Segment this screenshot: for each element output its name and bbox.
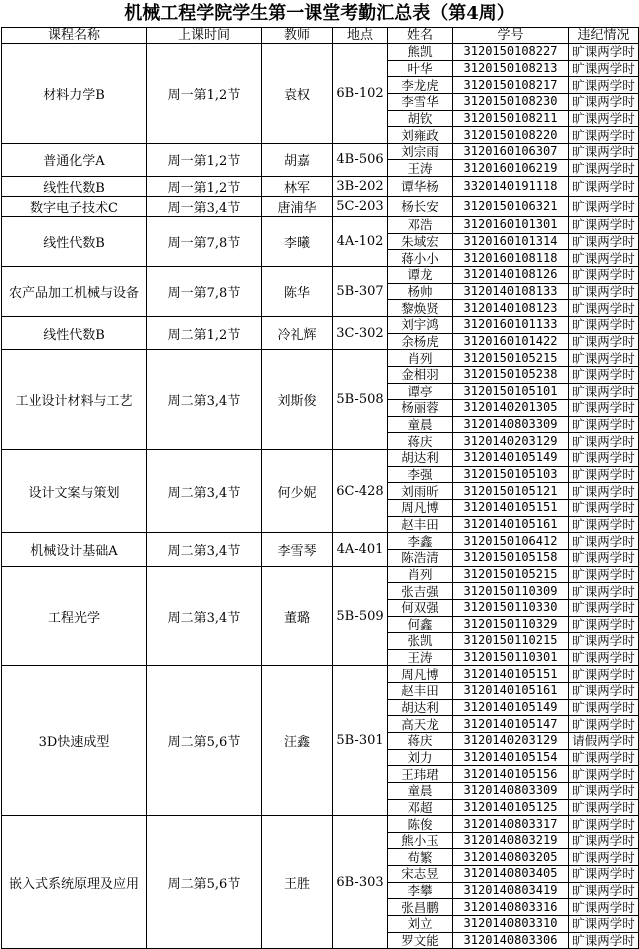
student-name-cell: 陈浩清 [388,549,453,566]
violation-cell: 旷课两学时 [569,916,639,933]
course-name-cell: 3D快速成型 [2,666,147,816]
violation-cell: 旷课两学时 [569,666,639,683]
student-name-cell: 熊凯 [388,44,453,61]
teacher-cell: 董璐 [262,566,333,666]
course-name-cell: 农产品加工机械与设备 [2,267,147,317]
student-id-cell: 3120140803405 [453,866,569,883]
student-id-cell: 3120150106321 [453,197,569,217]
student-name-cell: 刘宇鸿 [388,316,453,333]
room-cell: 5B-307 [333,267,388,317]
violation-cell: 旷课两学时 [569,416,639,433]
student-name-cell: 金相羽 [388,366,453,383]
student-id-cell: 3120140803306 [453,932,569,949]
violation-cell: 旷课两学时 [569,749,639,766]
student-name-cell: 罗文能 [388,932,453,949]
class-time-cell: 周一第7,8节 [147,217,262,267]
student-name-cell: 张昌鹏 [388,899,453,916]
student-id-cell: 3120150110301 [453,649,569,666]
student-id-cell: 3120140108133 [453,283,569,300]
room-cell: 5B-301 [333,666,388,816]
violation-cell: 旷课两学时 [569,782,639,799]
student-id-cell: 3120150105121 [453,483,569,500]
student-name-cell: 王涛 [388,649,453,666]
student-id-cell: 3120160108118 [453,250,569,267]
student-name-cell: 刘雨昕 [388,483,453,500]
student-id-cell: 3120150105238 [453,366,569,383]
student-name-cell: 刘宗雨 [388,143,453,160]
student-name-cell: 胡钦 [388,110,453,127]
student-name-cell: 苟繁 [388,849,453,866]
violation-cell: 旷课两学时 [569,566,639,583]
teacher-cell: 李曦 [262,217,333,267]
class-time-cell: 周二第3,4节 [147,533,262,566]
student-id-cell: 3320140191118 [453,177,569,197]
course-name-cell: 线性代数B [2,177,147,197]
student-name-cell: 李鑫 [388,533,453,550]
student-id-cell: 3120150108230 [453,93,569,110]
teacher-cell: 袁权 [262,44,333,144]
table-row [2,350,639,367]
violation-cell: 旷课两学时 [569,197,639,217]
table-row [2,816,639,833]
student-name-cell: 杨长安 [388,197,453,217]
student-name-cell: 李龙虎 [388,77,453,94]
student-id-cell: 3120160106307 [453,143,569,160]
room-cell: 6B-102 [333,44,388,144]
student-name-cell: 王涛 [388,160,453,177]
violation-cell: 旷课两学时 [569,832,639,849]
student-name-cell: 张吉强 [388,583,453,600]
student-id-cell: 3120140105154 [453,749,569,766]
header-name: 姓名 [388,28,453,44]
student-id-cell: 3120140803310 [453,916,569,933]
student-name-cell: 赵丰田 [388,683,453,700]
violation-cell: 旷课两学时 [569,533,639,550]
room-cell: 3B-202 [333,177,388,197]
class-time-cell: 周一第1,2节 [147,177,262,197]
student-name-cell: 李雪华 [388,93,453,110]
course-name-cell: 设计文案与策划 [2,450,147,533]
violation-cell: 旷课两学时 [569,633,639,650]
student-name-cell: 蒋庆 [388,732,453,749]
violation-cell: 旷课两学时 [569,716,639,733]
table-row [2,267,639,284]
room-cell: 3C-302 [333,316,388,349]
student-id-cell: 3120140108123 [453,300,569,317]
violation-cell: 旷课两学时 [569,549,639,566]
violation-cell: 旷课两学时 [569,283,639,300]
violation-cell: 旷课两学时 [569,882,639,899]
table-row [2,177,639,197]
student-id-cell: 3120150108227 [453,44,569,61]
student-name-cell: 李攀 [388,882,453,899]
table-row [2,450,639,467]
violation-cell: 旷课两学时 [569,400,639,417]
violation-cell: 旷课两学时 [569,583,639,600]
course-name-cell: 工程光学 [2,566,147,666]
student-id-cell: 3120140803317 [453,816,569,833]
violation-cell: 旷课两学时 [569,77,639,94]
student-name-cell: 邓浩 [388,217,453,234]
course-name-cell: 线性代数B [2,316,147,349]
header-row [2,28,639,44]
student-name-cell: 高天龙 [388,716,453,733]
class-time-cell: 周一第1,2节 [147,44,262,144]
violation-cell: 旷课两学时 [569,866,639,883]
student-id-cell: 3120140803316 [453,899,569,916]
student-name-cell: 刘雍政 [388,127,453,144]
student-id-cell: 3120160101301 [453,217,569,234]
course-name-cell: 工业设计材料与工艺 [2,350,147,450]
student-id-cell: 3120140105161 [453,516,569,533]
student-name-cell: 刘力 [388,749,453,766]
violation-cell: 旷课两学时 [569,333,639,350]
student-name-cell: 何双强 [388,599,453,616]
room-cell: 5B-509 [333,566,388,666]
teacher-cell: 汪鑫 [262,666,333,816]
student-id-cell: 3120150110309 [453,583,569,600]
room-cell: 4A-401 [333,533,388,566]
header-course: 课程名称 [2,28,147,44]
violation-cell: 旷课两学时 [569,649,639,666]
violation-cell: 旷课两学时 [569,599,639,616]
student-name-cell: 肖列 [388,566,453,583]
teacher-cell: 胡嘉 [262,143,333,176]
student-name-cell: 邓超 [388,799,453,816]
header-student-id: 学号 [453,28,569,44]
student-id-cell: 3120140803309 [453,782,569,799]
violation-cell: 旷课两学时 [569,683,639,700]
student-id-cell: 3120150110215 [453,633,569,650]
violation-cell: 旷课两学时 [569,450,639,467]
student-id-cell: 3120140105161 [453,683,569,700]
student-id-cell: 3120140803219 [453,832,569,849]
course-name-cell: 普通化学A [2,143,147,176]
student-name-cell: 黎焕贤 [388,300,453,317]
class-time-cell: 周二第3,4节 [147,450,262,533]
student-name-cell: 周凡博 [388,666,453,683]
violation-cell: 请假两学时 [569,732,639,749]
teacher-cell: 何少妮 [262,450,333,533]
violation-cell: 旷课两学时 [569,849,639,866]
student-id-cell: 3120140105151 [453,500,569,517]
violation-cell: 旷课两学时 [569,766,639,783]
room-cell: 4A-102 [333,217,388,267]
course-name-cell: 嵌入式系统原理及应用 [2,816,147,949]
table-row [2,217,639,234]
course-name-cell: 机械设计基础A [2,533,147,566]
table-row [2,143,639,160]
student-id-cell: 3120150108217 [453,77,569,94]
violation-cell: 旷课两学时 [569,466,639,483]
student-id-cell: 3120160101133 [453,316,569,333]
sheet-title: 机械工程学院学生第一课堂考勤汇总表（第4周） [124,3,515,24]
course-name-cell: 线性代数B [2,217,147,267]
violation-cell: 旷课两学时 [569,160,639,177]
student-id-cell: 3120140108126 [453,267,569,284]
student-name-cell: 胡达利 [388,450,453,467]
student-name-cell: 蒋庆 [388,433,453,450]
student-name-cell: 朱域宏 [388,233,453,250]
violation-cell: 旷课两学时 [569,110,639,127]
teacher-cell: 王胜 [262,816,333,949]
course-name-cell: 数字电子技术C [2,197,147,217]
violation-cell: 旷课两学时 [569,267,639,284]
student-name-cell: 张凯 [388,633,453,650]
student-name-cell: 童晨 [388,416,453,433]
student-id-cell: 3120160101422 [453,333,569,350]
student-name-cell: 蒋小小 [388,250,453,267]
table-row [2,666,639,683]
violation-cell: 旷课两学时 [569,383,639,400]
student-id-cell: 3120140105149 [453,450,569,467]
student-name-cell: 余杨虎 [388,333,453,350]
student-name-cell: 李强 [388,466,453,483]
table-row [2,566,639,583]
student-id-cell: 3120140803419 [453,882,569,899]
header-time: 上课时间 [147,28,262,44]
student-id-cell: 3120150105101 [453,383,569,400]
header-room: 地点 [333,28,388,44]
violation-cell: 旷课两学时 [569,316,639,333]
teacher-cell: 冷礼辉 [262,316,333,349]
attendance-table [1,27,639,949]
student-id-cell: 3120150108220 [453,127,569,144]
violation-cell: 旷课两学时 [569,127,639,144]
class-time-cell: 周二第5,6节 [147,666,262,816]
table-row [2,316,639,333]
room-cell: 6B-303 [333,816,388,949]
student-name-cell: 谭华杨 [388,177,453,197]
student-id-cell: 3120160101314 [453,233,569,250]
student-name-cell: 叶华 [388,60,453,77]
student-id-cell: 3120150105215 [453,350,569,367]
violation-cell: 旷课两学时 [569,433,639,450]
student-name-cell: 周凡博 [388,500,453,517]
violation-cell: 旷课两学时 [569,300,639,317]
student-id-cell: 3120140105149 [453,699,569,716]
class-time-cell: 周一第3,4节 [147,197,262,217]
violation-cell: 旷课两学时 [569,143,639,160]
student-name-cell: 童晨 [388,782,453,799]
student-name-cell: 熊小玉 [388,832,453,849]
student-name-cell: 何鑫 [388,616,453,633]
student-name-cell: 杨帅 [388,283,453,300]
violation-cell: 旷课两学时 [569,616,639,633]
violation-cell: 旷课两学时 [569,799,639,816]
teacher-cell: 唐浦华 [262,197,333,217]
class-time-cell: 周一第7,8节 [147,267,262,317]
student-id-cell: 3120140203129 [453,433,569,450]
student-id-cell: 3120140105156 [453,766,569,783]
class-time-cell: 周二第5,6节 [147,816,262,949]
student-id-cell: 3120140203129 [453,732,569,749]
student-name-cell: 杨丽蓉 [388,400,453,417]
student-name-cell: 胡达利 [388,699,453,716]
violation-cell: 旷课两学时 [569,699,639,716]
room-cell: 5C-203 [333,197,388,217]
violation-cell: 旷课两学时 [569,516,639,533]
teacher-cell: 李雪琴 [262,533,333,566]
student-name-cell: 陈俊 [388,816,453,833]
student-id-cell: 3120140803205 [453,849,569,866]
student-id-cell: 3120150105215 [453,566,569,583]
violation-cell: 旷课两学时 [569,250,639,267]
student-id-cell: 3120150110329 [453,616,569,633]
student-id-cell: 3120150106412 [453,533,569,550]
student-id-cell: 3120140803309 [453,416,569,433]
violation-cell: 旷课两学时 [569,60,639,77]
student-name-cell: 谭龙 [388,267,453,284]
violation-cell: 旷课两学时 [569,932,639,949]
student-name-cell: 赵丰田 [388,516,453,533]
class-time-cell: 周二第3,4节 [147,566,262,666]
student-name-cell: 宋志昱 [388,866,453,883]
student-id-cell: 3120140105147 [453,716,569,733]
class-time-cell: 周二第3,4节 [147,350,262,450]
student-name-cell: 谭亭 [388,383,453,400]
student-id-cell: 3120150108211 [453,110,569,127]
header-teacher: 教师 [262,28,333,44]
student-id-cell: 3120150110330 [453,599,569,616]
violation-cell: 旷课两学时 [569,816,639,833]
student-id-cell: 3120150108213 [453,60,569,77]
violation-cell: 旷课两学时 [569,483,639,500]
room-cell: 6C-428 [333,450,388,533]
student-id-cell: 3120140201305 [453,400,569,417]
table-row [2,197,639,217]
violation-cell: 旷课两学时 [569,44,639,61]
violation-cell: 旷课两学时 [569,233,639,250]
table-body [2,44,639,949]
table-row [2,533,639,550]
violation-cell: 旷课两学时 [569,217,639,234]
violation-cell: 旷课两学时 [569,350,639,367]
room-cell: 5B-508 [333,350,388,450]
violation-cell: 旷课两学时 [569,899,639,916]
header-status: 违纪情况 [569,28,639,44]
teacher-cell: 陈华 [262,267,333,317]
table-row [2,44,639,61]
student-id-cell: 3120150105103 [453,466,569,483]
violation-cell: 旷课两学时 [569,366,639,383]
violation-cell: 旷课两学时 [569,177,639,197]
violation-cell: 旷课两学时 [569,93,639,110]
student-id-cell: 3120140105151 [453,666,569,683]
student-id-cell: 3120160106219 [453,160,569,177]
class-time-cell: 周一第1,2节 [147,143,262,176]
student-name-cell: 刘立 [388,916,453,933]
student-name-cell: 肖列 [388,350,453,367]
student-id-cell: 3120150105158 [453,549,569,566]
teacher-cell: 刘斯俊 [262,350,333,450]
course-name-cell: 材料力学B [2,44,147,144]
teacher-cell: 林军 [262,177,333,197]
student-name-cell: 王玮珺 [388,766,453,783]
class-time-cell: 周二第1,2节 [147,316,262,349]
violation-cell: 旷课两学时 [569,500,639,517]
student-id-cell: 3120140105125 [453,799,569,816]
room-cell: 4B-506 [333,143,388,176]
